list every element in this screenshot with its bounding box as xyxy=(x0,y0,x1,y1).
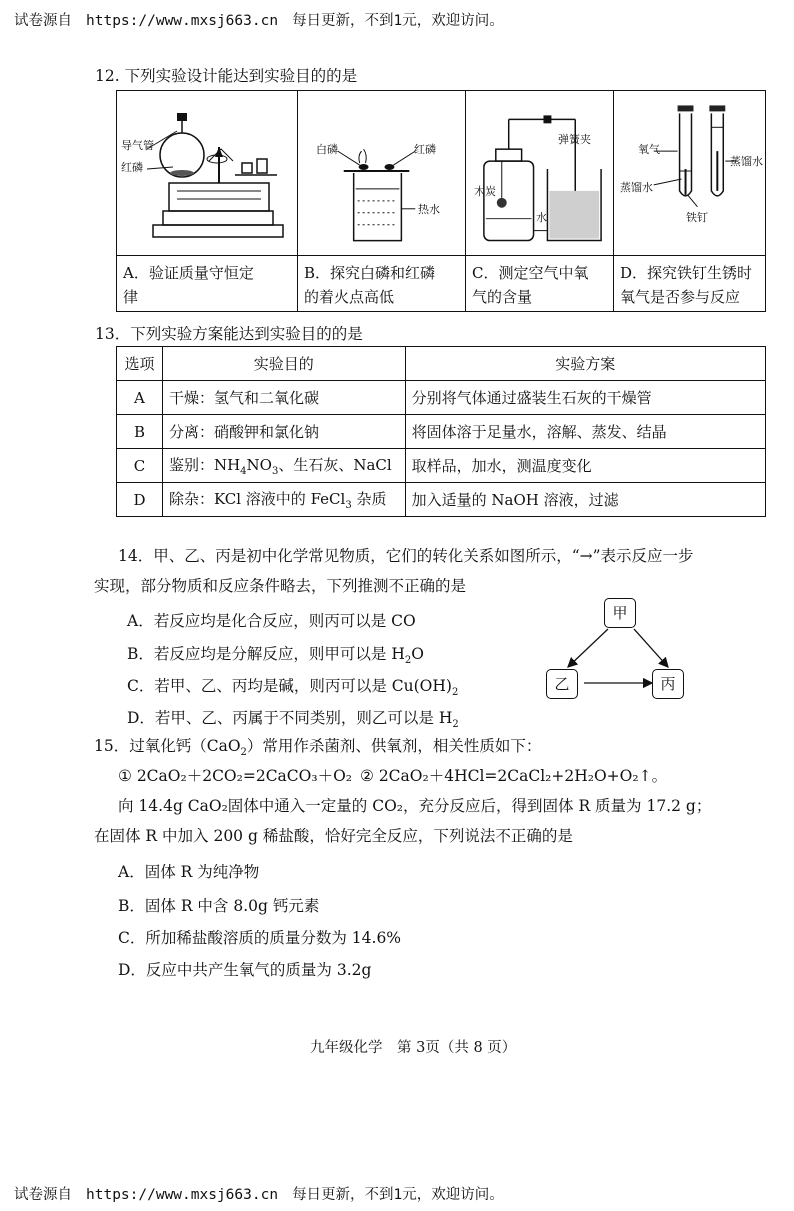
q12-divider xyxy=(117,255,765,256)
label-white-phosphorus: 白磷 xyxy=(316,143,338,156)
table-row: A 干燥：氢气和二氧化碳 分别将气体通过盛装生石灰的干燥管 xyxy=(117,381,766,415)
label-gas-tube: 导气管 xyxy=(121,139,154,152)
arrow-jia-to-yi xyxy=(568,629,608,667)
node-bing: 丙 xyxy=(652,669,684,699)
banner-slogan: 每日更新，不到1元，欢迎访问。 xyxy=(292,13,504,29)
q12-option-a xyxy=(117,91,297,311)
air-oxygen-figure xyxy=(466,91,613,255)
bottom-banner xyxy=(14,1183,504,1204)
q14-option-a: A．若反应均是化合反应，则丙可以是 CO xyxy=(127,612,416,630)
q12-option-b-label: B．探究白磷和红磷 的着火点高低 xyxy=(304,264,436,306)
header-purpose: 实验目的 xyxy=(162,347,405,381)
q12-option-c-label: C．测定空气中氧 气的含量 xyxy=(472,264,589,306)
q15-equation-1: ① 2CaO₂＋2CO₂=2CaCO₃＋O₂ xyxy=(118,767,352,785)
q15-option-d: D．反应中共产生氧气的质量为 3.2g xyxy=(118,961,372,979)
arrow-jia-to-bing xyxy=(634,629,668,667)
label-red-phosphorus-b: 红磷 xyxy=(414,143,436,156)
node-yi: 乙 xyxy=(546,669,578,699)
banner-source: 试卷源自 xyxy=(14,1187,72,1203)
table-row: D 除杂：KCl 溶液中的 FeCl$_3$ 杂质 加入适量的 NaOH 溶液，过滤 xyxy=(117,483,766,517)
q14-stem-line2: 实现，部分物质和反应条件略去，下列推测不正确的是 xyxy=(94,577,467,595)
q15-line4: 在固体 R 中加入 200 g 稀盐酸，恰好完全反应，下列说法不正确的是 xyxy=(94,827,573,845)
header-plan: 实验方案 xyxy=(405,347,765,381)
page-footer: 九年级化学 第 3页（共 8 页） xyxy=(310,1040,517,1056)
banner-url[interactable]: https://www.mxsj663.cn xyxy=(86,13,279,29)
q13-stem: 13．下列实验方案能达到实验目的的是 xyxy=(95,325,363,343)
label-red-phosphorus-a: 红磷 xyxy=(121,161,143,174)
banner-slogan: 每日更新，不到1元，欢迎访问。 xyxy=(292,1187,504,1203)
label-distilled-water-left: 蒸馏水 xyxy=(620,181,653,194)
q14-option-b: B．若反应均是分解反应，则甲可以是 $H_2O$ xyxy=(127,645,424,667)
q15-option-a: A．固体 R 为纯净物 xyxy=(118,863,260,881)
header-option: 选项 xyxy=(117,347,163,381)
q12-option-b xyxy=(297,91,465,311)
q15-line3: 向 14.4g CaO₂固体中通入一定量的 CO₂，充分反应后，得到固体 R 质量为 17.2 g； xyxy=(118,797,712,815)
q14-option-d: D．若甲、乙、丙属于不同类别，则乙可以是 $H_2$ xyxy=(127,709,459,731)
beaker-phosphorus-figure xyxy=(298,91,465,255)
q13-table xyxy=(116,346,766,517)
table-row: C 鉴别：$NH_4NO_3$、生石灰、NaCl 取样品，加水，测温度变化 xyxy=(117,449,766,483)
label-spring-clamp: 弹簧夹 xyxy=(558,133,591,146)
q12-option-d xyxy=(613,91,767,311)
label-hot-water: 热水 xyxy=(418,203,440,216)
q15-equation-2: ② 2CaO₂＋4HCl=2CaCl₂+2H₂O+O₂↑。 xyxy=(360,767,668,785)
q15-option-b: B．固体 R 中含 8.0g 钙元素 xyxy=(118,897,320,915)
q12-figure-table xyxy=(116,90,766,312)
banner-url[interactable]: https://www.mxsj663.cn xyxy=(86,1187,279,1203)
q15-option-c: C．所加稀盐酸溶质的质量分数为 14.6% xyxy=(118,929,402,947)
q14-stem-line1: 14．甲、乙、丙是初中化学常见物质，它们的转化关系如图所示，“→”表示反应一步 xyxy=(118,547,694,565)
node-jia: 甲 xyxy=(604,598,636,628)
table-header-row xyxy=(117,347,766,381)
q12-option-c xyxy=(465,91,613,311)
label-oxygen: 氧气 xyxy=(638,143,660,156)
top-banner xyxy=(14,9,504,30)
iron-nail-tubes-figure xyxy=(614,91,767,255)
label-water: 水 xyxy=(536,211,547,224)
banner-source: 试卷源自 xyxy=(14,13,72,29)
label-distilled-water-right: 蒸馏水 xyxy=(730,155,763,168)
q14-option-c: C．若甲、乙、丙均是碱，则丙可以是 $Cu(OH)_2$ xyxy=(127,677,459,699)
label-charcoal: 木炭 xyxy=(474,185,496,198)
balance-apparatus-figure xyxy=(117,91,297,255)
q12-stem: 12. 下列实验设计能达到实验目的的是 xyxy=(95,67,358,85)
label-iron-nail: 铁钉 xyxy=(686,211,708,224)
q12-option-a-label: A．验证质量守恒定律 xyxy=(123,264,254,306)
q12-option-d-label: D．探究铁钉生锈时 氧气是否参与反应 xyxy=(620,264,753,306)
q15-stem: 15．过氧化钙（CaO$_2$）常用作杀菌剂、供氧剂，相关性质如下： xyxy=(94,737,542,759)
table-row: B 分离：硝酸钾和氯化钠 将固体溶于足量水，溶解、蒸发、结晶 xyxy=(117,415,766,449)
